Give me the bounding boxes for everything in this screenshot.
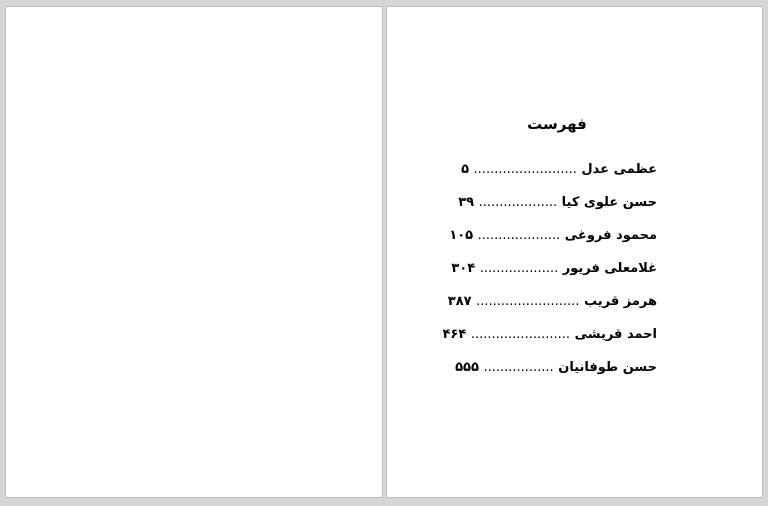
toc-leader-dots: .................... bbox=[477, 228, 561, 243]
toc-page bbox=[386, 6, 763, 498]
toc-page-number: ۱۰۵ bbox=[449, 228, 474, 243]
toc-entry bbox=[457, 191, 657, 224]
toc-page-number: ۵۵۵ bbox=[455, 360, 479, 375]
toc-entry bbox=[451, 257, 657, 290]
toc-entry-name: عظمی عدل bbox=[581, 162, 657, 177]
toc-leader-dots: ......................... bbox=[476, 294, 580, 309]
toc-page-number: ۳۸۷ bbox=[447, 294, 472, 309]
toc-entry-name: حسن طوفانیان bbox=[558, 360, 657, 375]
toc-leader-dots: ................. bbox=[483, 360, 554, 375]
table-of-contents bbox=[442, 112, 657, 389]
toc-entry-name: احمد قریشی bbox=[574, 327, 657, 342]
toc-entry-name: هرمز قریب bbox=[583, 294, 657, 309]
toc-entry-name: حسن علوی کیا bbox=[561, 195, 657, 210]
toc-entry-name: محمود فروغی bbox=[564, 228, 657, 243]
toc-leader-dots: ................... bbox=[479, 261, 559, 276]
toc-page-number: ۵ bbox=[461, 162, 470, 177]
toc-entry bbox=[457, 356, 657, 389]
toc-page-number: ۳۰۴ bbox=[451, 261, 476, 276]
toc-entry bbox=[442, 323, 657, 356]
toc-page-number: ۳۹ bbox=[458, 195, 475, 210]
toc-leader-dots: ................... bbox=[478, 195, 558, 210]
blank-page-left bbox=[5, 6, 383, 498]
toc-entry bbox=[449, 224, 657, 257]
toc-list bbox=[442, 158, 657, 389]
toc-page-number: ۴۶۴ bbox=[442, 327, 467, 342]
toc-entry-name: غلامعلی فریور bbox=[562, 261, 657, 276]
toc-entry bbox=[457, 158, 657, 191]
toc-entry bbox=[447, 290, 657, 323]
toc-title: فهرست bbox=[527, 115, 587, 133]
toc-leader-dots: ........................ bbox=[470, 327, 571, 342]
toc-leader-dots: ......................... bbox=[473, 162, 577, 177]
